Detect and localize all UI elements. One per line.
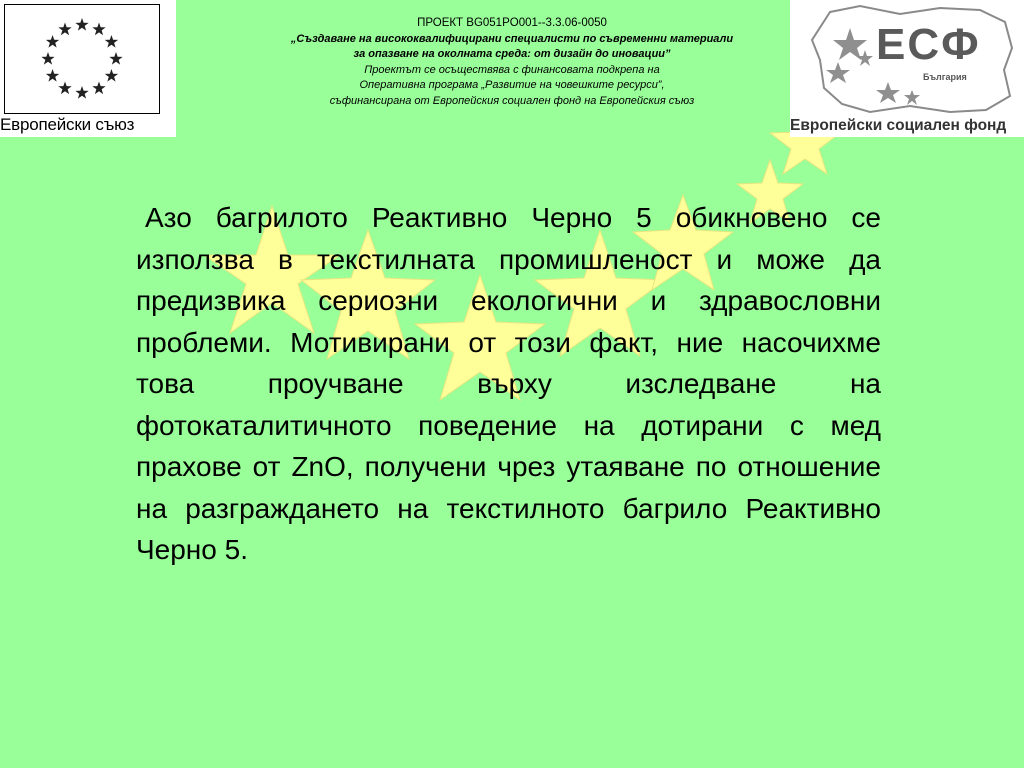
esf-logo-country: България — [923, 72, 967, 82]
eu-star-icon — [58, 81, 71, 94]
eu-logo — [0, 0, 176, 137]
eu-star-icon — [58, 23, 71, 36]
eu-star-icon — [105, 69, 118, 82]
eu-star-icon — [75, 18, 88, 31]
funding-line-3: съфинансирана от Европейския социален фонд на Европейския съюз — [329, 94, 695, 107]
esf-logo-letters: ЕСФ — [876, 20, 981, 69]
project-title-line-2: за опазване на околната среда: от дизайн до иновации” — [353, 48, 671, 60]
eu-star-icon — [92, 23, 105, 36]
eu-star-icon — [46, 69, 59, 82]
eu-star-icon — [109, 52, 122, 65]
eu-star-icon — [92, 81, 105, 94]
project-code: ПРОЕКТ BG051PO001--3.3.06-0050 — [417, 17, 607, 29]
eu-stars-circle-icon — [5, 5, 159, 113]
project-header — [180, 16, 844, 109]
eu-star-icon — [105, 35, 118, 48]
eu-star-icon — [41, 52, 54, 65]
body-paragraph: Азо багрилото Реактивно Черно 5 обикновено се използва в текстилната промишленост и може да предизвика сериозни екологични и здравословни проблеми. Мотивирани от този факт, ние насочихме това проучване върху изследване на фотокаталитичното поведение на дотирани с мед прахове от ZnO, получени чрез утаяване по отношение на разграждането на текстилното багрило Реактивно Черно 5. — [136, 202, 881, 565]
esf-logo-caption: Европейски социален фонд — [790, 117, 1007, 134]
slide-body — [136, 197, 881, 571]
eu-star-icon — [75, 86, 88, 99]
eu-logo-caption: Европейски съюз — [0, 115, 135, 134]
funding-line-1: Проектът се осъществява с финансовата подкрепа на — [364, 63, 660, 76]
eu-flag — [4, 4, 160, 114]
project-title-line-1: „Създаване на висококвалифицирани специалисти по съвременни материали — [290, 32, 734, 45]
eu-star-icon — [46, 35, 59, 48]
funding-line-2: Оперативна програма „Развитие на човешките ресурси”, — [359, 79, 665, 91]
